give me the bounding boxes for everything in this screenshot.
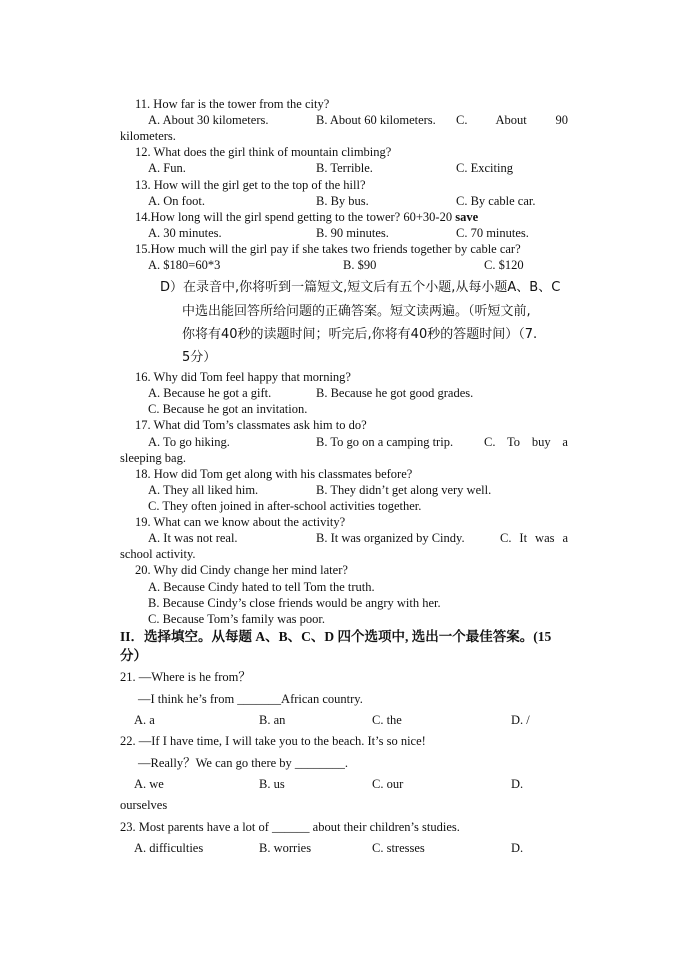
question-23-option-a: A. difficulties: [134, 841, 204, 855]
question-23-line-1: 23. Most parents have a lot of ______ about their children’s studies.: [120, 820, 460, 834]
question-15-option-b: B. $90: [343, 258, 377, 272]
question-21-option-a: A. a: [134, 713, 155, 727]
question-21-line-2: —I think he’s from _______African country.: [138, 692, 363, 706]
question-22-line-2: —Really？We can go there by ________.: [138, 756, 349, 770]
question-22-option-c: C. our: [372, 777, 404, 791]
question-21-option-c: C. the: [372, 713, 402, 727]
question-17-option-c: C. To buy a: [484, 435, 568, 449]
question-16-stem: 16. Why did Tom feel happy that morning?: [135, 370, 351, 384]
question-22-option-d-continued: ourselves: [120, 798, 168, 812]
question-23-option-d: D.: [511, 841, 524, 855]
question-14-stem: [135, 210, 478, 225]
section-2-title: II．选择填空。从每题 A、B、C、D 四个选项中, 选出一个最佳答案。(15: [120, 629, 552, 644]
question-19-stem: 19. What can we know about the activity?: [135, 515, 346, 529]
question-20-option-b: B. Because Cindy’s close friends would be angry with her.: [148, 596, 441, 610]
question-19-option-a: A. It was not real.: [148, 531, 238, 545]
question-11-stem: 11. How far is the tower from the city?: [135, 97, 330, 111]
question-21-option-d: D. /: [511, 713, 530, 727]
question-20-option-c: C. Because Tom’s family was poor.: [148, 612, 325, 626]
question-11-option-b: B. About 60 kilometers.: [316, 113, 436, 127]
question-17-stem: 17. What did Tom’s classmates ask him to do?: [135, 418, 367, 432]
question-18-option-c: C. They often joined in after-school activities together.: [148, 499, 422, 513]
question-15-option-c: C. $120: [484, 258, 524, 272]
question-13-option-c: C. By cable car.: [456, 194, 536, 208]
question-17-option-b: B. To go on a camping trip.: [316, 435, 454, 449]
question-23-option-c: C. stresses: [372, 841, 425, 855]
question-22-option-b: B. us: [259, 777, 285, 791]
question-13-stem: 13. How will the girl get to the top of the hill?: [135, 178, 366, 192]
question-14-stem-text: 14.How long will the girl spend getting to the tower? 60+30-20: [135, 210, 453, 224]
question-15-stem: 15.How much will the girl pay if she takes two friends together by cable car?: [135, 242, 521, 256]
question-16-option-b: B. Because he got good grades.: [316, 386, 474, 400]
question-22-option-a: A. we: [134, 777, 164, 791]
question-20-stem: 20. Why did Cindy change her mind later?: [135, 563, 348, 577]
question-21-line-1: 21. —Where is he from？: [120, 670, 251, 684]
question-14-handwritten-note: save: [455, 210, 479, 224]
question-22-line-1: 22. —If I have time, I will take you to the beach. It’s so nice!: [120, 734, 426, 748]
question-11-option-c-continued: kilometers.: [120, 129, 176, 143]
question-17-option-a: A. To go hiking.: [148, 435, 230, 449]
section-d-instructions-line-1: D）在录音中,你将听到一篇短文,短文后有五个小题,从每小题A、B、C: [160, 280, 561, 295]
question-19-option-b: B. It was organized by Cindy.: [316, 531, 465, 545]
question-18-option-b: B. They didn’t get along very well.: [316, 483, 492, 497]
question-15-option-a: A. $180=60*3: [148, 258, 221, 272]
question-19-option-c: C. It was a: [500, 531, 568, 545]
question-14-option-c: C. 70 minutes.: [456, 226, 529, 240]
question-18-stem: 18. How did Tom get along with his classmates before?: [135, 467, 413, 481]
question-12-stem: 12. What does the girl think of mountain climbing?: [135, 145, 392, 159]
question-19-option-c-continued: school activity.: [120, 547, 196, 561]
question-23-option-b: B. worries: [259, 841, 312, 855]
section-2-title-continued: 分）: [120, 648, 147, 663]
question-22-option-d: D.: [511, 777, 524, 791]
section-d-instructions-line-2: 中选出能回答所给问题的正确答案。短文读两遍。（听短文前,: [182, 304, 531, 319]
section-d-instructions-line-3: 你将有40秒的读题时间；听完后,你将有40秒的答题时间）（7.: [182, 327, 538, 342]
question-21-option-b: B. an: [259, 713, 286, 727]
question-16-option-c: C. Because he got an invitation.: [148, 402, 308, 416]
question-16-option-a: A. Because he got a gift.: [148, 386, 272, 400]
question-13-option-a: A. On foot.: [148, 194, 205, 208]
question-12-option-b: B. Terrible.: [316, 161, 373, 175]
question-12-option-a: A. Fun.: [148, 161, 186, 175]
question-13-option-b: B. By bus.: [316, 194, 369, 208]
question-11-option-a: A. About 30 kilometers.: [148, 113, 269, 127]
question-18-option-a: A. They all liked him.: [148, 483, 259, 497]
question-20-option-a: A. Because Cindy hated to tell Tom the truth.: [148, 580, 375, 594]
question-11-option-c: C. About 90: [456, 113, 568, 127]
question-12-option-c: C. Exciting: [456, 161, 513, 175]
section-d-instructions-line-4: 5分）: [182, 350, 217, 365]
question-14-option-b: B. 90 minutes.: [316, 226, 389, 240]
question-14-option-a: A. 30 minutes.: [148, 226, 222, 240]
question-17-option-c-continued: sleeping bag.: [120, 451, 186, 465]
